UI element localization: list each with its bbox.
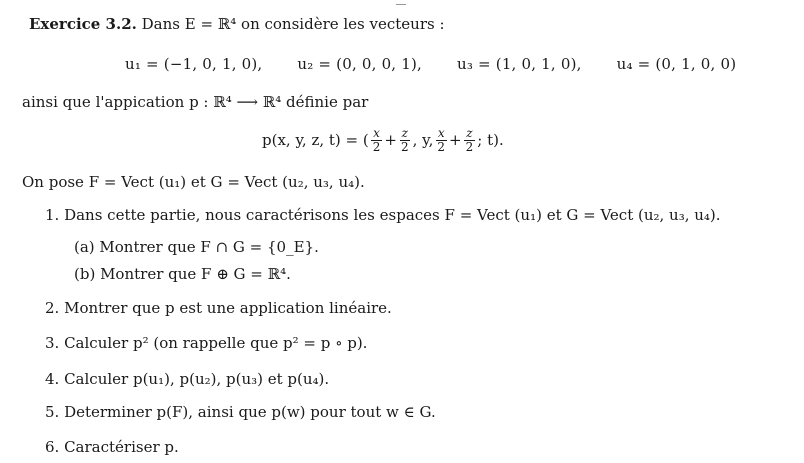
question-6: 6. Caractériser p.: [45, 438, 179, 456]
definition-f-g: On pose F = Vect (u₁) et G = Vect (u₂, u₃, u₄).: [22, 173, 365, 191]
vector-list: [125, 54, 736, 74]
formula-end: ; t).: [477, 131, 504, 149]
vector-u4: u₄ = (0, 1, 0, 0): [616, 55, 737, 73]
question-3: 3. Calculer p² (on rappelle que p² = p ∘ p).: [45, 334, 368, 352]
question-5: 5. Determiner p(F), ainsi que p(w) pour tout w ∈ G.: [45, 403, 436, 421]
question-4: 4. Calculer p(u₁), p(u₂), p(u₃) et p(u₄).: [45, 370, 330, 388]
formula-middle: , y,: [412, 131, 434, 149]
question-2: 2. Montrer que p est une application linéaire.: [45, 299, 392, 317]
formula-lhs: p(x, y, z, t) = (: [262, 131, 369, 149]
fraction-x-over-2: $\frac{x}{2}$: [372, 125, 381, 154]
question-1b: (b) Montrer que F ⊕ G = ℝ⁴.: [74, 265, 291, 283]
fraction-z-over-2-second: $\frac{z}{2}$: [465, 125, 474, 154]
formula-plus: +: [384, 131, 397, 149]
fraction-x-over-2-second: $\frac{x}{2}$: [437, 125, 446, 154]
page-top-mark: [396, 0, 406, 5]
vector-u2: u₂ = (0, 0, 0, 1),: [297, 55, 423, 73]
application-intro: ainsi que l'appication p : ℝ⁴ ⟶ ℝ⁴ définie par: [22, 93, 369, 111]
vector-u1: u₁ = (−1, 0, 1, 0),: [125, 55, 263, 73]
question-1a: (a) Montrer que F ∩ G = {0_E}.: [74, 238, 319, 256]
exercise-number: Exercice 3.2.: [29, 15, 137, 33]
vector-u3: u₃ = (1, 0, 1, 0),: [456, 55, 582, 73]
formula-plus-second: +: [449, 131, 462, 149]
exercise-statement: Dans E = ℝ⁴ on considère les vecteurs :: [136, 15, 445, 33]
fraction-z-over-2: $\frac{z}{2}$: [400, 125, 409, 154]
application-formula: [262, 122, 504, 158]
exercise-title: [29, 14, 445, 34]
question-1: 1. Dans cette partie, nous caractérisons les espaces F = Vect (u₁) et G = Vect (u₂, u₃, u₄).: [45, 206, 721, 224]
